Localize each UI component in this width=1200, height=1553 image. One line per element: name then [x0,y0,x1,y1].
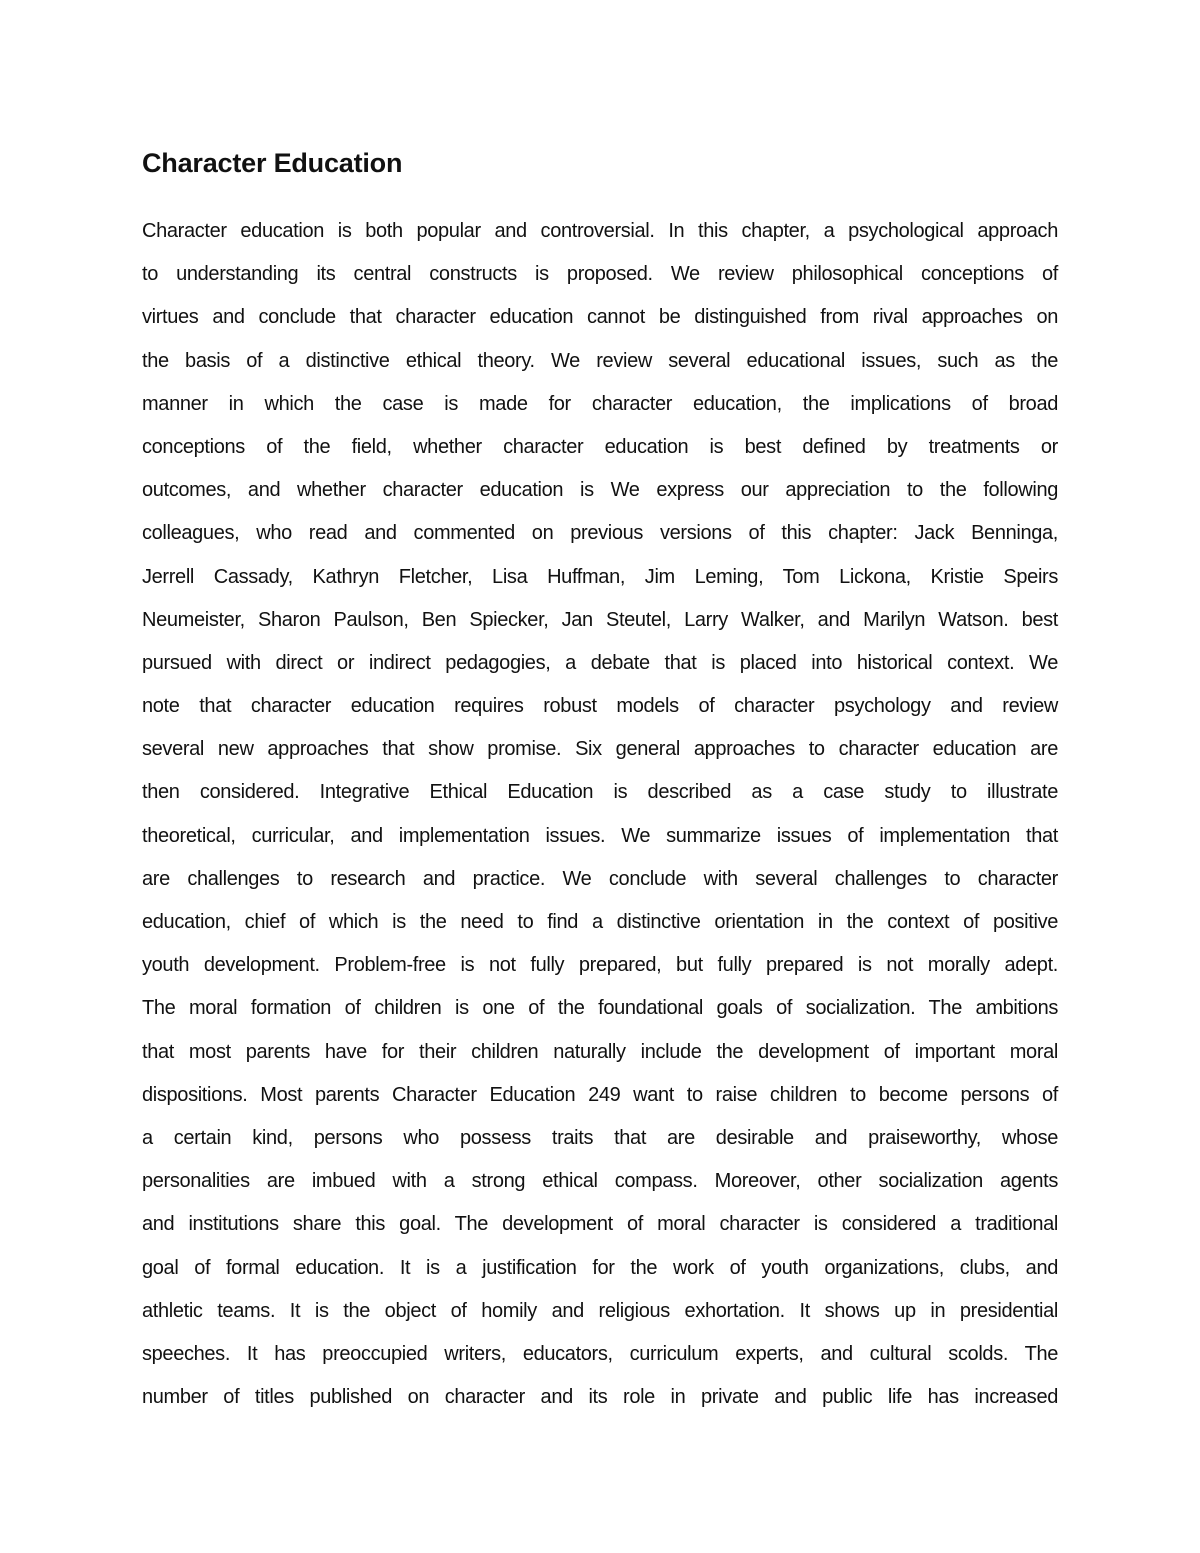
text-line: virtues and conclude that character education cannot be distinguished from rival approaches on [142,306,1058,329]
text-line: number of titles published on character and its role in private and public life has increased [142,1386,1058,1409]
text-line: note that character education requires robust models of character psychology and review [142,695,1058,718]
text-line: athletic teams. It is the object of homily and religious exhortation. It shows up in presidential [142,1299,1058,1322]
text-line: theoretical, curricular, and implementation issues. We summarize issues of implementation that [142,824,1058,847]
body-paragraph [142,210,1058,1419]
text-line: colleagues, who read and commented on previous versions of this chapter: Jack Benninga, [142,522,1058,545]
text-line: conceptions of the field, whether character education is best defined by treatments or [142,435,1058,458]
text-line: are challenges to research and practice. We conclude with several challenges to character [142,867,1058,890]
text-line: goal of formal education. It is a justification for the work of youth organizations, clubs, and [142,1256,1058,1279]
text-line: the basis of a distinctive ethical theory. We review several educational issues, such as the [142,349,1058,372]
text-line: personalities are imbued with a strong ethical compass. Moreover, other socialization agents [142,1170,1058,1193]
text-line: several new approaches that show promise. Six general approaches to character education are [142,738,1058,761]
page-title: Character Education [142,148,403,178]
text-line: speeches. It has preoccupied writers, educators, curriculum experts, and cultural scolds. The [142,1342,1058,1365]
text-line: a certain kind, persons who possess traits that are desirable and praiseworthy, whose [142,1126,1058,1149]
text-line: outcomes, and whether character education is We express our appreciation to the following [142,479,1058,502]
text-line: education, chief of which is the need to find a distinctive orientation in the context of positive [142,911,1058,933]
text-line: that most parents have for their children naturally include the development of important moral [142,1040,1058,1063]
text-line: The moral formation of children is one of the foundational goals of socialization. The ambitions [142,997,1058,1020]
text-line: Jerrell Cassady, Kathryn Fletcher, Lisa Huffman, Jim Leming, Tom Lickona, Kristie Speirs [142,565,1058,588]
text-line: then considered. Integrative Ethical Education is described as a case study to illustrate [142,781,1058,804]
text-line: Neumeister, Sharon Paulson, Ben Spiecker, Jan Steutel, Larry Walker, and Marilyn Watson. best [142,608,1058,631]
text-line: and institutions share this goal. The development of moral character is considered a traditional [142,1213,1058,1236]
text-line: to understanding its central constructs is proposed. We review philosophical conceptions of [142,263,1058,286]
text-line: Character education is both popular and controversial. In this chapter, a psychological approach [142,220,1058,242]
text-line: dispositions. Most parents Character Education 249 want to raise children to become persons of [142,1083,1058,1106]
text-line: pursued with direct or indirect pedagogies, a debate that is placed into historical context. We [142,651,1058,674]
text-line: youth development. Problem-free is not fully prepared, but fully prepared is not morally adept. [142,954,1058,977]
text-line: manner in which the case is made for character education, the implications of broad [142,392,1058,415]
